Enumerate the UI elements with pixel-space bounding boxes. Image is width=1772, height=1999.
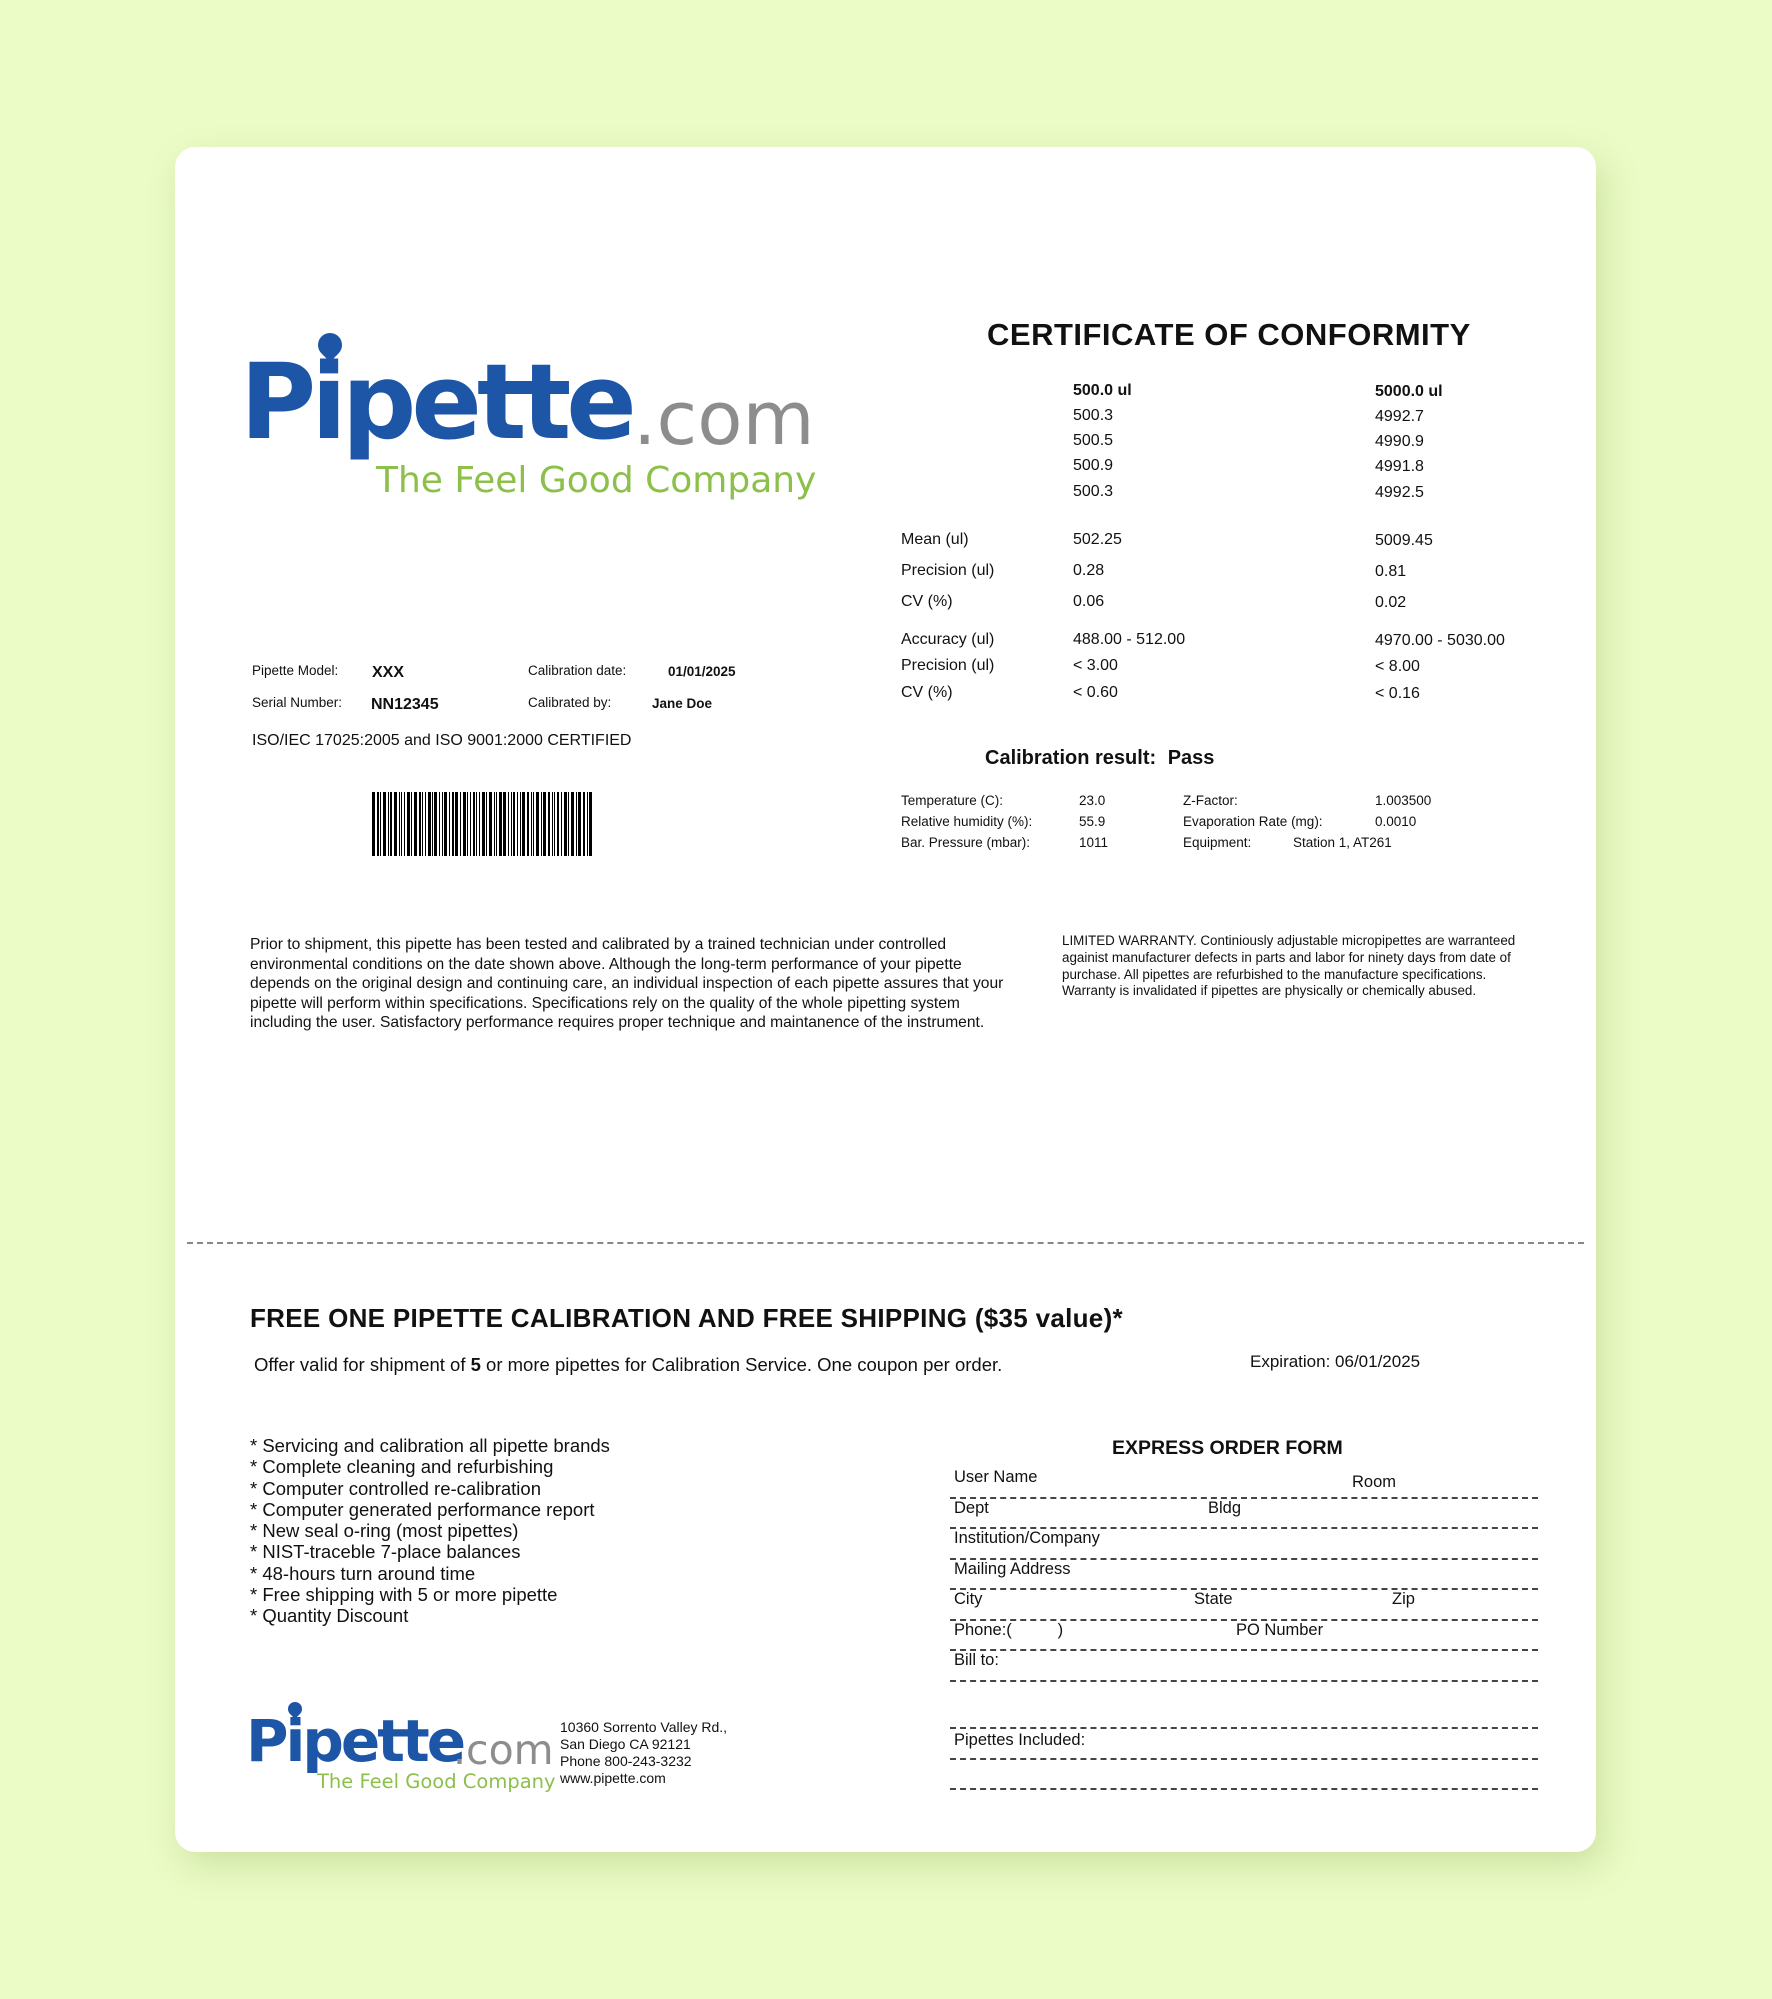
barcode-bar (568, 792, 569, 856)
barcode-bar (399, 792, 400, 856)
stat-value: 5009.45 (1375, 532, 1433, 549)
user-name-label: User Name (954, 1468, 1038, 1486)
barcode-bar (442, 792, 443, 856)
feature-item: * Computer controlled re-calibration (250, 1477, 541, 1499)
barcode-bar (463, 792, 466, 856)
offer-expiration: Expiration: 06/01/2025 (1250, 1352, 1421, 1371)
stat-label: CV (%) (901, 593, 953, 610)
col1-reading: 500.9 (1073, 457, 1114, 474)
barcode-bar (541, 792, 542, 856)
address-line1: 10360 Sorrento Valley Rd., (560, 1719, 728, 1735)
certification-statement: ISO/IEC 17025:2005 and ISO 9001:2000 CERTIFIED (252, 732, 632, 749)
zip-label: Zip (1392, 1590, 1415, 1608)
certificate-title: CERTIFICATE OF CONFORMITY (987, 317, 1471, 352)
spec-value: 488.00 - 512.00 (1073, 631, 1186, 648)
bill-to-label: Bill to: (954, 1651, 999, 1669)
barcode-bar (571, 792, 574, 856)
barcode-bar (428, 792, 431, 856)
mailing-address-field[interactable] (950, 1588, 1538, 1590)
barcode-bar (449, 792, 450, 856)
barcode-bar (496, 792, 497, 856)
feature-item: * Complete cleaning and refurbishing (250, 1456, 554, 1478)
equipment-label: Equipment: (1183, 835, 1252, 850)
stat-label: Mean (ul) (901, 531, 969, 548)
serial-label: Serial Number: (252, 695, 343, 710)
mailing-address-label: Mailing Address (954, 1560, 1071, 1578)
offer-title: FREE ONE PIPETTE CALIBRATION AND FREE SHIPPING ($35 value)* (250, 1303, 1123, 1333)
calibration-result-value: Pass (1167, 747, 1215, 769)
barcode-bar (439, 792, 440, 856)
stat-value: 0.02 (1375, 594, 1407, 611)
calibration-result (985, 747, 1214, 770)
spec-value: < 0.60 (1073, 684, 1118, 701)
barcode-bar (520, 792, 521, 856)
stat-label: Precision (ul) (901, 562, 995, 579)
equipment-value: Station 1, AT261 (1293, 835, 1392, 850)
barcode-bar (419, 792, 421, 856)
barcode-bar (479, 792, 480, 856)
barcode-bar (503, 792, 506, 856)
barcode-bar (536, 792, 539, 856)
footer-logo-wordmark: Pipette (246, 1707, 464, 1775)
barcode-bar (452, 792, 454, 856)
pressure-value: 1011 (1079, 835, 1109, 850)
col1-reading: 500.3 (1073, 407, 1114, 424)
barcode-bar (527, 792, 529, 856)
barcode-bar (533, 792, 534, 856)
col2-reading: 4992.7 (1375, 408, 1424, 425)
barcode-bar (508, 792, 509, 856)
temperature-label: Temperature (C): (901, 793, 1004, 808)
address-line2: San Diego CA 92121 (560, 1736, 691, 1752)
barcode-bar (380, 792, 381, 856)
spec-value: < 8.00 (1375, 658, 1420, 675)
barcode-bar (587, 792, 588, 856)
col2-reading: 4992.5 (1375, 484, 1424, 501)
calibrated-by-value: Jane Doe (652, 696, 713, 711)
serial-value: NN12345 (371, 696, 439, 713)
feature-item: * Quantity Discount (250, 1605, 409, 1627)
offer-text-after: or more pipettes for Calibration Service. One coupon per order. (480, 1354, 1003, 1375)
features-list (250, 1435, 610, 1627)
barcode-bar (390, 792, 392, 856)
stat-value: 502.25 (1073, 531, 1122, 548)
room-label: Room (1352, 1473, 1397, 1491)
barcode-bar (554, 792, 555, 856)
bill-to-field-extra[interactable] (950, 1727, 1538, 1729)
barcode-bar (377, 792, 379, 856)
feature-item: * New seal o-ring (most pipettes) (250, 1520, 519, 1542)
barcode-bar (531, 792, 532, 856)
barcode-bar (455, 792, 458, 856)
pipettes-included-field-extra[interactable] (950, 1788, 1538, 1790)
humidity-label: Relative humidity (%): (901, 814, 1033, 829)
institution-label: Institution/Company (954, 1529, 1100, 1547)
feature-item: * Servicing and calibration all pipette brands (250, 1435, 610, 1456)
barcode-bar (425, 792, 426, 856)
model-label: Pipette Model: (252, 663, 339, 678)
humidity-value: 55.9 (1079, 814, 1106, 829)
zfactor-value: 1.003500 (1375, 793, 1432, 808)
barcode-bar (460, 792, 461, 856)
barcode-bar (522, 792, 525, 856)
barcode-bar (467, 792, 468, 856)
barcode-bar (473, 792, 475, 856)
barcode-bar (564, 792, 567, 856)
barcode (372, 792, 594, 856)
calibration-result-label: Calibration result: (985, 747, 1157, 769)
barcode-bar (589, 792, 592, 856)
phone-label: Phone:( ) (954, 1621, 1064, 1639)
feature-item: * 48-hours turn around time (250, 1562, 476, 1584)
barcode-bar (432, 792, 433, 856)
col1-reading: 500.3 (1073, 483, 1114, 500)
address-web[interactable]: www.pipette.com (560, 1770, 666, 1786)
barcode-bar (383, 792, 386, 856)
footer-logo-tagline: The Feel Good Company (317, 1770, 556, 1793)
stat-value: 0.28 (1073, 562, 1105, 579)
pressure-label: Bar. Pressure (mbar): (901, 835, 1031, 850)
footer-logo-domain: .com (453, 1726, 554, 1774)
barcode-bar (444, 792, 447, 856)
certificate-card (175, 147, 1596, 1852)
barcode-bar (543, 792, 546, 856)
barcode-bar (548, 792, 550, 856)
city-label: City (954, 1590, 983, 1608)
barcode-bar (394, 792, 397, 856)
barcode-bar (583, 792, 585, 856)
spec-value: 4970.00 - 5030.00 (1375, 632, 1505, 649)
barcode-bar (513, 792, 515, 856)
barcode-bar (499, 792, 502, 856)
barcode-bar (486, 792, 487, 856)
offer-text-before: Offer valid for shipment of (254, 1354, 471, 1375)
barcode-bar (414, 792, 417, 856)
warranty-paragraph: LIMITED WARRANTY. Continiously adjustable micropipettes are warranteed againist manufacturer defects in parts and labor for ninety days from date of purchase. All pipettes are refurbished to the manufacture specifications. Warranty is invalidated if pipettes are physically or chemically abused. (1062, 933, 1516, 999)
coupon-cut-line (187, 1242, 1584, 1244)
zfactor-label: Z-Factor: (1183, 793, 1238, 808)
evaporation-label: Evaporation Rate (mg): (1183, 814, 1323, 829)
col2-header: 5000.0 ul (1375, 383, 1443, 400)
barcode-bar (557, 792, 560, 856)
evaporation-value: 0.0010 (1375, 814, 1417, 829)
offer-count: 5 (470, 1354, 481, 1375)
company-address (560, 1719, 727, 1787)
barcode-bar (470, 792, 471, 856)
spec-value: < 0.16 (1375, 685, 1420, 702)
col2-reading: 4991.8 (1375, 458, 1424, 475)
stat-value: 0.81 (1375, 563, 1407, 580)
barcode-bar (404, 792, 405, 856)
pipettes-included-field[interactable] (950, 1758, 1538, 1760)
calibration-date-value: 01/01/2025 (668, 664, 736, 679)
barcode-bar (576, 792, 577, 856)
col1-header: 500.0 ul (1073, 382, 1132, 399)
stat-value: 0.06 (1073, 593, 1105, 610)
temperature-value: 23.0 (1079, 793, 1106, 808)
offer-terms (254, 1354, 1002, 1376)
barcode-bar (552, 792, 553, 856)
barcode-bar (411, 792, 412, 856)
spec-value: < 3.00 (1073, 657, 1118, 674)
barcode-bar (422, 792, 423, 856)
barcode-bar (561, 792, 562, 856)
feature-item: * NIST-traceble 7-place balances (250, 1541, 521, 1563)
calibration-date-label: Calibration date: (528, 663, 627, 678)
calibrated-by-label: Calibrated by: (528, 695, 612, 710)
barcode-bar (578, 792, 581, 856)
barcode-bar (494, 792, 495, 856)
barcode-bar (407, 792, 410, 856)
barcode-bar (489, 792, 492, 856)
col2-reading: 4990.9 (1375, 433, 1424, 450)
order-form-title: EXPRESS ORDER FORM (1112, 1437, 1343, 1459)
barcode-bar (482, 792, 485, 856)
bill-to-field[interactable] (950, 1680, 1538, 1682)
user-name-field[interactable] (950, 1497, 1538, 1499)
dept-label: Dept (954, 1499, 989, 1517)
barcode-bar (476, 792, 477, 856)
logo-wordmark: Pipette (240, 341, 632, 463)
logo-tagline: The Feel Good Company (376, 460, 817, 501)
feature-item: * Computer generated performance report (250, 1498, 595, 1520)
col1-reading: 500.5 (1073, 432, 1114, 449)
state-label: State (1194, 1590, 1233, 1608)
spec-label: CV (%) (901, 684, 953, 701)
model-value: XXX (372, 664, 405, 681)
logo-domain: .com (633, 376, 815, 462)
po-number-label: PO Number (1236, 1621, 1324, 1639)
barcode-bar (517, 792, 518, 856)
barcode-bar (511, 792, 512, 856)
pipettes-included-label: Pipettes Included: (954, 1731, 1086, 1749)
phone-field[interactable] (950, 1649, 1538, 1651)
barcode-bar (434, 792, 437, 856)
barcode-bar (372, 792, 375, 856)
barcode-bar (401, 792, 402, 856)
spec-label: Accuracy (ul) (901, 631, 995, 648)
spec-label: Precision (ul) (901, 657, 995, 674)
bldg-label: Bldg (1208, 1499, 1242, 1517)
feature-item: * Free shipping with 5 or more pipette (250, 1584, 558, 1606)
address-phone: Phone 800-243-3232 (560, 1753, 692, 1769)
barcode-bar (388, 792, 389, 856)
shipment-paragraph: Prior to shipment, this pipette has been tested and calibrated by a trained technician under controlled environmental conditions on the date shown above. Although the long-term performance of your pipette depends on the original design and continuing care, an individual inspection of each pipette assures that your pipette will perform within specifications. Specifications rely on the quality of the whole pipetting system including the user. Satisfactory performance requires proper technique and maintanence of the instrument. (250, 936, 1004, 1032)
